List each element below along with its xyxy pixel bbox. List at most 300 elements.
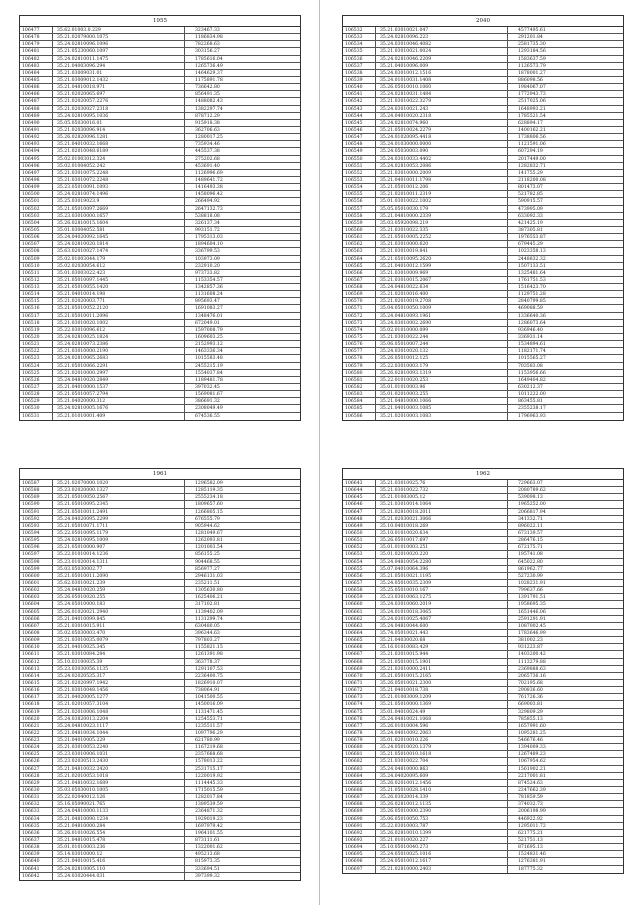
table-row: [20, 487, 300, 494]
code-cell: 35.21.03010021.047: [376, 27, 508, 33]
record-id-cell: 106667: [343, 651, 376, 657]
table-row: [343, 141, 623, 148]
table-row: [343, 816, 623, 823]
table-row: [20, 341, 300, 348]
code-cell: 35.24.01010018.3065: [376, 609, 508, 615]
table-row: [20, 27, 300, 34]
table-row: [20, 751, 300, 758]
record-id-cell: 106576: [343, 341, 376, 347]
table-row: [20, 41, 300, 48]
table-row: [343, 41, 623, 48]
record-id-cell: 106584: [343, 398, 376, 404]
record-id-cell: 106592: [20, 516, 53, 522]
amount-cell: 1342857.36: [195, 285, 223, 291]
table-row: [20, 98, 300, 105]
record-id-cell: 106664: [343, 630, 376, 636]
record-id-cell: 106674: [343, 701, 376, 707]
amount-cell: 673139.57: [518, 530, 543, 536]
record-id-cell: 106498: [20, 177, 53, 183]
table-row: [20, 263, 300, 270]
code-cell: 35.21.02010057.3104: [53, 701, 185, 707]
code-cell: 35.21.05010021.1195: [376, 573, 508, 579]
record-id-cell: 106663: [343, 623, 376, 629]
amount-cell: 1389539.59: [195, 802, 223, 808]
code-cell: 35.24.05010035.2309: [376, 580, 508, 586]
table-row: [343, 370, 623, 377]
amount-cell: 905944.62: [195, 523, 220, 529]
code-cell: 35.04.05010050.1009: [376, 305, 508, 311]
table-row: [343, 106, 623, 113]
amount-cell: 539098.13: [518, 495, 543, 501]
table-row: [343, 480, 623, 487]
record-id-cell: 106502: [20, 206, 53, 212]
table-row: [20, 256, 300, 263]
amount-cell: 1609603.25: [195, 335, 223, 341]
code-cell: 35.21.05010095.2345: [53, 501, 185, 507]
amount-cell: 1254553.71: [195, 716, 223, 722]
record-id-cell: 106517: [20, 313, 53, 319]
code-cell: 35.24.04810000.1133: [53, 808, 185, 814]
code-cell: 35.21.02810018.2011: [376, 509, 508, 515]
code-cell: 35.21.04810000.1066: [376, 398, 508, 404]
table-row: [343, 134, 623, 141]
code-cell: 35.24.03010046.4082: [376, 41, 508, 47]
amount-cell: 936946.40: [518, 327, 543, 333]
table-row: [20, 391, 300, 398]
amount-cell: 1280017.25: [195, 135, 223, 141]
amount-cell: 1015583.48: [195, 356, 223, 362]
record-id-cell: 106594: [20, 530, 53, 536]
amount-cell: 1416493.38: [195, 185, 223, 191]
record-id-cell: 106547: [343, 134, 376, 140]
record-id-cell: 106643: [343, 480, 376, 486]
table-row: [343, 398, 623, 405]
record-id-cell: 106695: [343, 851, 376, 857]
record-id-cell: 106531: [20, 413, 53, 420]
amount-cell: 1325481.64: [518, 270, 546, 276]
data-table: [342, 468, 624, 874]
table-row: [343, 701, 623, 708]
record-id-cell: 106566: [343, 270, 376, 276]
record-id-cell: 106597: [20, 551, 53, 557]
table-row: [20, 313, 300, 320]
code-cell: 35.26.02810010.1399: [376, 830, 508, 836]
record-id-cell: 106574: [343, 327, 376, 333]
amount-cell: 1534894.61: [518, 342, 546, 348]
code-cell: 35.24.02810095.1009: [53, 537, 185, 543]
amount-cell: 103973.09: [195, 256, 220, 262]
table-row: [20, 580, 300, 587]
record-id-cell: 106697: [343, 866, 376, 873]
table-row: [343, 630, 623, 637]
amount-cell: 446922.92: [518, 816, 543, 822]
table-body: [20, 27, 300, 420]
amount-cell: 1041500.55: [195, 695, 223, 701]
amount-cell: 782268.63: [195, 42, 220, 48]
amount-cell: 1772943.73: [518, 92, 546, 98]
amount-cell: 1293184.56: [518, 49, 546, 55]
table-row: [343, 284, 623, 291]
table-row: [343, 487, 623, 494]
code-cell: 35.26.05010012.125: [376, 355, 508, 361]
code-cell: 35.24.04810093.1961: [376, 313, 508, 319]
record-id-cell: 106668: [343, 659, 376, 665]
code-cell: 35.21.04010003.1085: [376, 405, 508, 411]
record-id-cell: 106596: [20, 544, 53, 550]
record-id-cell: 106541: [343, 91, 376, 97]
code-cell: 35.21.03010014.1064: [376, 501, 508, 507]
table-row: [343, 551, 623, 558]
record-id-cell: 106645: [343, 494, 376, 500]
amount-cell: 1625406.21: [195, 595, 223, 601]
data-table: [19, 468, 301, 881]
record-id-cell: 106607: [20, 623, 53, 629]
table-row: [20, 673, 300, 680]
amount-cell: 1458096.42: [195, 192, 223, 198]
amount-cell: 527230.99: [518, 573, 543, 579]
table-row: [20, 830, 300, 837]
code-cell: 35.21.04810090.1234: [53, 816, 185, 822]
table-row: [343, 609, 623, 616]
table-row: [20, 501, 300, 508]
amount-cell: 317102.81: [195, 602, 220, 608]
record-id-cell: 106680: [343, 744, 376, 750]
amount-cell: 1265736.49: [195, 63, 223, 69]
code-cell: 35.21.05010057.2794: [53, 391, 185, 397]
record-id-cell: 106527: [20, 384, 53, 390]
amount-cell: 469088.59: [518, 306, 543, 312]
record-id-cell: 106529: [20, 398, 53, 404]
record-id-cell: 106506: [20, 234, 53, 240]
amount-cell: 2355238.17: [518, 406, 546, 412]
code-cell: 35.24.04010020.2318: [376, 113, 508, 119]
record-id-cell: 106609: [20, 637, 53, 643]
record-id-cell: 106481: [20, 48, 53, 54]
table-row: [20, 873, 300, 880]
table-row: [343, 758, 623, 765]
record-id-cell: 106657: [343, 580, 376, 586]
code-cell: 35.23.03030056.1135: [53, 666, 185, 672]
amount-cell: 1583637.59: [518, 56, 546, 62]
code-cell: 35.21.04020000.312: [53, 398, 185, 404]
code-cell: 35.21.03009031.01: [53, 70, 185, 76]
code-cell: 35.21.04010014.198: [53, 291, 185, 297]
code-cell: 35.26.02010012.1456: [376, 780, 508, 786]
table-row: [343, 766, 623, 773]
amount-cell: 1489641.72: [195, 177, 223, 183]
amount-cell: 2006198.99: [518, 809, 546, 815]
table-row: [20, 573, 300, 580]
record-id-cell: 106660: [343, 601, 376, 607]
amount-cell: 2308049.49: [195, 406, 223, 412]
table-row: [20, 730, 300, 737]
table-row: [343, 63, 623, 70]
table-row: [20, 623, 300, 630]
code-cell: 35.01.02010003.255: [376, 391, 508, 397]
table-row: [343, 91, 623, 98]
table-row: [20, 77, 300, 84]
table-row: [20, 334, 300, 341]
record-id-cell: 106590: [20, 501, 53, 507]
record-id-cell: 106581: [343, 377, 376, 383]
code-cell: 35.24.05010020.1379: [376, 744, 508, 750]
record-id-cell: 106646: [343, 501, 376, 507]
amount-cell: 275202.68: [195, 156, 220, 162]
amount-cell: 1597008.79: [195, 327, 223, 333]
amount-cell: 1011222.00: [518, 392, 546, 398]
code-cell: 35.24.02810011.1475: [53, 56, 185, 62]
table-row: [20, 544, 300, 551]
table-row: [343, 227, 623, 234]
record-id-cell: 106616: [20, 687, 53, 693]
table-row: [20, 91, 300, 98]
table-title: 1961: [20, 469, 300, 480]
amount-cell: 801473.07: [518, 185, 543, 191]
table-row: [20, 851, 300, 858]
record-id-cell: 106593: [20, 523, 53, 529]
code-cell: 35.21.03010022.732: [376, 487, 508, 493]
record-id-cell: 106528: [20, 391, 53, 397]
code-cell: 35.26.05010021.2300: [376, 680, 508, 686]
table-row: [343, 77, 623, 84]
amount-cell: 1554037.84: [195, 370, 223, 376]
amount-cell: 2236400.75: [195, 673, 223, 679]
code-cell: 35.22.03010003.787: [376, 823, 508, 829]
amount-cell: 538818.08: [195, 213, 220, 219]
record-id-cell: 106546: [343, 127, 376, 133]
amount-cell: 1261391.98: [195, 652, 223, 658]
record-id-cell: 106638: [20, 844, 53, 850]
table-row: [343, 27, 623, 34]
record-id-cell: 106626: [20, 758, 53, 764]
amount-cell: 1336640.36: [518, 313, 546, 319]
code-cell: 35.62.01003.0.229: [53, 27, 185, 33]
table-row: [20, 630, 300, 637]
record-id-cell: 106501: [20, 198, 53, 204]
code-cell: 35.21.03010075.2248: [53, 170, 185, 176]
code-cell: 35.22.02040012.126: [53, 794, 185, 800]
table-row: [343, 256, 623, 263]
record-id-cell: 106563: [343, 248, 376, 254]
table-row: [343, 234, 623, 241]
code-cell: 35.24.01020095.4418: [376, 134, 508, 140]
table-row: [20, 84, 300, 91]
record-id-cell: 106684: [343, 773, 376, 779]
amount-cell: 1649404.82: [518, 377, 546, 383]
code-cell: 35.24.03010002.2690: [376, 320, 508, 326]
table-row: [20, 184, 300, 191]
amount-cell: 141755.29: [518, 170, 543, 176]
table-row: [343, 601, 623, 608]
code-cell: 35.21.04810015.478: [53, 837, 185, 843]
record-id-cell: 106689: [343, 808, 376, 814]
amount-cell: 336799.53: [195, 249, 220, 255]
table-row: [343, 413, 623, 420]
code-cell: 35.24.02810073.2386: [53, 341, 185, 347]
table-row: [343, 566, 623, 573]
amount-cell: 329809.29: [518, 709, 543, 715]
table-row: [343, 48, 623, 55]
code-cell: 35.16.05090021.765: [53, 801, 185, 807]
amount-cell: 1220019.92: [195, 773, 223, 779]
code-cell: 35.26.01010004.596: [376, 723, 508, 729]
code-cell: 35.21.02010053.1018: [53, 773, 185, 779]
record-id-cell: 106500: [20, 191, 53, 197]
code-cell: 35.21.05230060.1097: [53, 48, 185, 54]
table-row: [20, 48, 300, 55]
table-row: [343, 637, 623, 644]
amount-cell: 931223.87: [518, 645, 543, 651]
table-row: [20, 780, 300, 787]
code-cell: 35.21.01010020.227: [376, 837, 508, 843]
record-id-cell: 106524: [20, 363, 53, 369]
code-cell: 35.21.01010001.409: [53, 413, 185, 420]
amount-cell: 703583.08: [518, 363, 543, 369]
table-row: [20, 787, 300, 794]
amount-cell: 2448832.32: [518, 256, 546, 262]
record-id-cell: 106493: [20, 141, 53, 147]
amount-cell: 1348476.01: [195, 313, 223, 319]
code-cell: 35.21.03010022.244: [376, 334, 508, 340]
amount-cell: 781859.59: [518, 795, 543, 801]
amount-cell: 674536.55: [195, 413, 220, 419]
record-id-cell: 106611: [20, 651, 53, 657]
record-id-cell: 106577: [343, 348, 376, 354]
code-cell: 35.24.04020095.2299: [53, 516, 185, 522]
amount-cell: 1761751.53: [518, 277, 546, 283]
code-cell: 35.21.03010035.0079: [53, 637, 185, 643]
amount-cell: 679445.29: [518, 242, 543, 248]
code-cell: 35.21.04020005.1277: [53, 694, 185, 700]
table-row: [20, 327, 300, 334]
record-id-cell: 106580: [343, 370, 376, 376]
record-id-cell: 106578: [343, 355, 376, 361]
amount-cell: 374032.73: [518, 802, 543, 808]
table-row: [343, 184, 623, 191]
amount-cell: 2531715.17: [195, 766, 223, 772]
table-row: [20, 587, 300, 594]
table-row: [20, 34, 300, 41]
code-cell: 35.21.04030020.68: [376, 637, 508, 643]
amount-cell: 1129751.28: [518, 292, 546, 298]
amount-cell: 1131471.45: [195, 709, 223, 715]
table-row: [343, 391, 623, 398]
code-cell: 35.22.03010003.179: [376, 363, 508, 369]
table-row: [20, 709, 300, 716]
record-id-cell: 106627: [20, 766, 53, 772]
amount-cell: 590915.57: [518, 199, 543, 205]
code-cell: 35.22.01010020.253: [376, 377, 508, 383]
record-id-cell: 106688: [343, 801, 376, 807]
record-id-cell: 106537: [343, 63, 376, 69]
record-id-cell: 106526: [20, 377, 53, 383]
amount-cell: 863455.81: [518, 399, 543, 405]
amount-cell: 195741.08: [518, 552, 543, 558]
code-cell: 35.21.03010048.1456: [53, 687, 185, 693]
code-cell: 35.24.02810053.2086: [376, 163, 508, 169]
table-row: [20, 844, 300, 851]
table-row: [343, 794, 623, 801]
table-row: [20, 213, 300, 220]
code-cell: 35.21.02010011.2319: [376, 191, 508, 197]
amount-cell: 1965252.00: [518, 502, 546, 508]
table-row: [20, 694, 300, 701]
code-cell: 35.02.02030054.612: [53, 263, 185, 269]
table-row: [20, 377, 300, 384]
record-id-cell: 106633: [20, 808, 53, 814]
table-row: [20, 744, 300, 751]
record-id-cell: 106518: [20, 320, 53, 326]
table-row: [343, 213, 623, 220]
code-cell: 35.21.04810000.2339: [376, 213, 508, 219]
amount-cell: 232910.20: [195, 263, 220, 269]
table-row: [343, 594, 623, 601]
record-id-cell: 106600: [20, 573, 53, 579]
record-id-cell: 106585: [343, 405, 376, 411]
record-id-cell: 106606: [20, 616, 53, 622]
table-row: [20, 277, 300, 284]
record-id-cell: 106673: [343, 694, 376, 700]
record-id-cell: 106651: [343, 537, 376, 543]
table-row: [343, 270, 623, 277]
amount-cell: 303156.27: [195, 49, 220, 55]
code-cell: 35.21.04010015.416: [53, 858, 185, 864]
record-id-cell: 106635: [20, 823, 53, 829]
table-row: [20, 808, 300, 815]
code-cell: 35.21.05010011.2096: [53, 313, 185, 319]
table-row: [343, 523, 623, 530]
record-id-cell: 106561: [343, 234, 376, 240]
record-id-cell: 106602: [20, 587, 53, 593]
table-row: [20, 530, 300, 537]
amount-cell: 1524831.46: [518, 852, 546, 858]
record-id-cell: 106586: [343, 413, 376, 420]
table-row: [20, 701, 300, 708]
code-cell: 35.24.03010020.132: [376, 348, 508, 354]
amount-cell: 1097796.29: [195, 730, 223, 736]
table-row: [343, 659, 623, 666]
record-id-cell: 106478: [20, 34, 53, 40]
table-row: [343, 163, 623, 170]
table-row: [20, 305, 300, 312]
amount-cell: 1648993.21: [518, 106, 546, 112]
code-cell: 35.23.03010063.1275: [376, 594, 508, 600]
table-row: [343, 320, 623, 327]
table-row: [343, 509, 623, 516]
code-cell: 35.24.02810096.1096: [53, 41, 185, 47]
table-title: 1962: [343, 469, 623, 480]
amount-cell: 2455215.19: [195, 363, 223, 369]
table-row: [20, 823, 300, 830]
record-id-cell: 106624: [20, 744, 53, 750]
record-id-cell: 106509: [20, 256, 53, 262]
code-cell: 35.06.05010007.244: [376, 341, 508, 347]
record-id-cell: 106499: [20, 184, 53, 190]
table-row: [343, 709, 623, 716]
amount-cell: 1976553.87: [518, 235, 546, 241]
amount-cell: 871695.13: [518, 845, 543, 851]
record-id-cell: 106484: [20, 70, 53, 76]
table-row: [20, 320, 300, 327]
table-row: [343, 298, 623, 305]
code-cell: 35.21.03010020.1002: [53, 320, 185, 326]
code-cell: 35.21.01003009.1209: [376, 694, 508, 700]
amount-cell: 1783646.99: [518, 630, 546, 636]
record-id-cell: 106507: [20, 241, 53, 247]
code-cell: 35.21.02810000.2403: [376, 866, 508, 873]
code-cell: 35.63.02010027.1474: [53, 248, 185, 254]
record-id-cell: 106479: [20, 41, 53, 47]
